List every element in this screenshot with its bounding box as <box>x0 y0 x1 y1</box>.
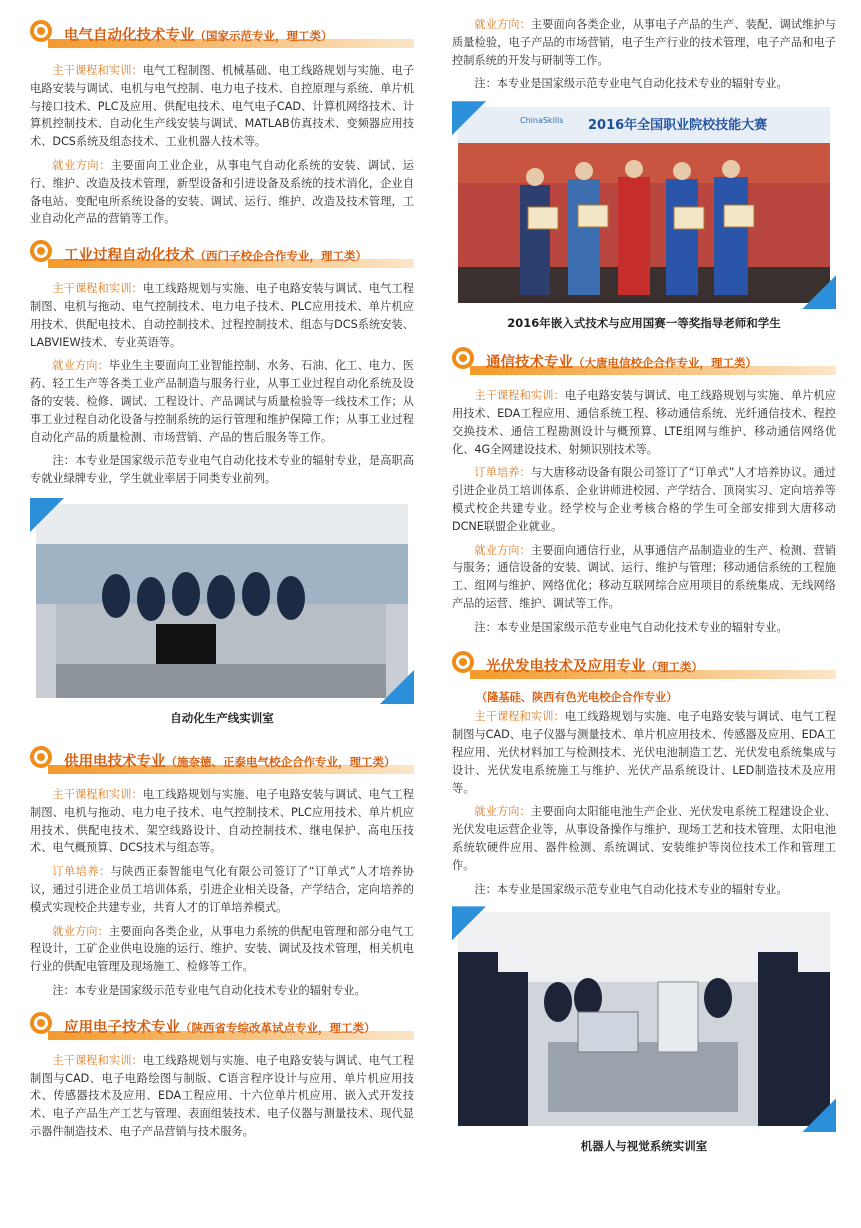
section-photovoltaic <box>452 647 836 1155</box>
note: 注：本专业是国家级示范专业电气自动化技术专业的辐射专业。 <box>474 77 788 91</box>
paragraph-label: 就业方向： <box>52 924 109 938</box>
lab-illustration <box>36 504 408 698</box>
paragraph-text: 毕业生主要面向工业智能控制、水务、石油、化工、电力、医药、轻工生产等各类工业产品制造与服务行业，从事工业过程自动化系统及设备的安装、检修、调试、工程设计、产品调试与质量检验等一线技术工作；从事工业过程自动化设备与控制系统的运行管理和维护保障工作；从事工业过程自动化产品的质量检测、市场营销、产品的售后服务等工作。 <box>30 359 414 444</box>
section-title: 光伏发电技术及应用专业 <box>486 658 646 675</box>
paragraph <box>452 542 836 613</box>
paragraph-text: 电子电路安装与调试、电工线路规划与实施、单片机应用技术、EDA工程应用、通信系统工程、移动通信系统、光纤通信技术、程控交换技术、通信工程勘测设计与概预算、LTE组网与维护、移动通信网络优化、4G全网建设技术、射频识别技术等。 <box>452 389 836 456</box>
photo-caption: 2016年嵌入式技术与应用国赛一等奖指导老师和学生 <box>507 316 781 331</box>
paragraph <box>30 280 414 351</box>
paragraph <box>452 16 836 69</box>
paragraph <box>30 1052 414 1141</box>
section-subtitle: （国家示范专业，理工类） <box>194 29 333 43</box>
paragraph-text: 与陕西正泰智能电气化有限公司签订了“订单式”人才培养协议，通过引进企业员工培训体系，引进企业相关设备，产学结合，定向培养的模式实现校企共建专业，共育人才的订单培养模式。 <box>30 865 414 914</box>
section-title: 供用电技术专业 <box>64 753 166 770</box>
section-subtitle: （理工类） <box>645 659 703 674</box>
paragraph-text: 与大唐移动设备有限公司签订了“订单式”人才培养协议。通过引进企业员工培训体系、企业讲师进校园、产学结合、顶岗实习、定向培养等模式校企共建专业。经学校与企业考核合格的学生可全部安排到大唐移动DCNE联盟企业就业。 <box>452 466 836 533</box>
award-illustration <box>458 107 830 303</box>
note: 注：本专业是国家级示范专业电气自动化技术专业的辐射专业。 <box>474 882 788 896</box>
paragraph <box>30 62 414 151</box>
photo-caption: 自动化生产线实训室 <box>170 710 274 725</box>
section-title: 电气自动化技术专业 <box>64 28 195 44</box>
paragraph-label: 主干课程和实训： <box>52 64 143 77</box>
section-electronics-continued <box>452 16 836 331</box>
paragraph-text: 主要面向各类企业，从事电力系统的供配电管理和部分电气工程设计，工矿企业供电设施的运行、维护、安装、调试及技术管理，相关机电行业的供配电管理及现场施工、检修等工作。 <box>30 924 414 974</box>
paragraph-text: 电工线路规划与实施、电子电路安装与调试、电气工程制图、电机与拖动、电气控制技术、电力电子技术、PLC应用技术、单片机应用技术、供配电技术、自动控制技术、过程控制技术、组态与DCS系统安装、LABVIEW技术、专业英语等。 <box>30 282 414 349</box>
note: 注：本专业是国家级示范专业电气自动化技术专业的辐射专业。 <box>52 983 366 997</box>
paragraph-label: 就业方向： <box>52 359 109 373</box>
paragraph <box>30 923 414 976</box>
paragraph-text: 电气工程制图、机械基础、电工线路规划与实施、电子电路安装与调试、电机与电气控制、电力电子技术、自控原理与系统、单片机与接口技术、PLC及应用、供配电技术、电气电子CAD、计算机网络技术、计算机控制技术、自动化生产线安装与调试、MATLAB仿真技术、变频器应用技术、DCS系统及组态技术、工业机器人技术等。 <box>30 64 414 149</box>
paragraph-label: 就业方向： <box>474 805 531 819</box>
paragraph-label: 主干课程和实训： <box>52 1053 143 1067</box>
paragraph-label: 就业方向： <box>474 543 531 557</box>
banner-logo: ChinaSkills <box>520 116 564 126</box>
photo-automation-lab <box>30 498 414 704</box>
paragraph-label: 订单培养： <box>474 466 531 480</box>
section-applied-electronics <box>30 1008 414 1141</box>
section-industrial-process <box>30 236 414 726</box>
section-subtitle-2: （隆基硅、陕西有色光电校企合作专业） <box>476 690 678 704</box>
paragraph <box>30 357 414 446</box>
photo-caption: 机器人与视觉系统实训室 <box>580 1139 708 1154</box>
paragraph-text: 电工线路规划与实施、电子电路安装与调试、电气工程制图与CAD、电子电路绘图与制版、C语言程序设计与应用、单片机应用技术、传感器技术及应用、EDA工程应用、十六位单片机应用、嵌入式开发技术、电子产品生产工艺与管理、表面组装技术、电子仪器与测量技术、现代显示器件制造技术、电子产品营销与技术服务。 <box>30 1053 414 1138</box>
note: 注：本专业是国家级示范专业电气自动化技术专业的辐射专业，是高职高专就业绿牌专业，学生就业率居于同类专业前列。 <box>30 454 414 486</box>
section-header <box>30 16 414 50</box>
paragraph <box>30 786 414 857</box>
photo-image <box>36 504 408 698</box>
section-header <box>452 647 836 681</box>
paragraph-label: 主干课程和实训： <box>52 787 143 801</box>
section-header <box>30 742 414 776</box>
paragraph-label: 订单培养： <box>52 865 111 879</box>
robot-lab-illustration <box>458 912 830 1126</box>
paragraph <box>452 387 836 458</box>
section-title: 应用电子技术专业 <box>64 1019 180 1036</box>
section-electrical-automation <box>30 16 414 228</box>
section-header <box>452 343 836 377</box>
paragraph-label: 主干课程和实训： <box>52 282 143 296</box>
section-subtitle: （施奈德、正泰电气校企合作专业，理工类） <box>165 754 396 769</box>
photo-image <box>458 912 830 1126</box>
left-column <box>30 16 414 1141</box>
paragraph <box>452 708 836 797</box>
note: 注：本专业是国家级示范专业电气自动化技术专业的辐射专业。 <box>474 620 788 634</box>
section-power-supply <box>30 742 414 1000</box>
section-subtitle: （西门子校企合作专业，理工类） <box>194 249 367 264</box>
paragraph <box>30 157 414 228</box>
right-column <box>452 16 836 1154</box>
section-header <box>30 1008 414 1042</box>
paragraph-text: 主要面向工业企业，从事电气自动化系统的安装、调试、运行、维护、改造及技术管理，新型设备和引进设备及系统的技术消化，企业自备电站、变配电所系统设备的安装、调试、运行、维护、改造及技术管理，工业自动化产品的营销等工作。 <box>30 158 414 226</box>
paragraph-label: 就业方向： <box>474 18 531 31</box>
paragraph <box>452 803 836 874</box>
photo-award <box>452 101 836 309</box>
section-communication <box>452 343 836 636</box>
photo-robot-lab <box>452 906 836 1132</box>
paragraph-text: 主要面向通信行业，从事通信产品制造业的生产、检测、营销与服务；通信设备的安装、调试、运行、维护与管理；移动通信系统的工程施工、组网与维护、网络优化；移动互联网综合应用项目的系统集成、无线网络产品的运营、维护、调试等工作。 <box>452 543 836 610</box>
section-subtitle: （大唐电信校企合作专业，理工类） <box>573 356 757 371</box>
paragraph <box>452 464 836 535</box>
paragraph-label: 主干课程和实训： <box>474 710 565 724</box>
section-header <box>30 236 414 270</box>
section-title: 工业过程自动化技术 <box>64 248 195 265</box>
banner-text: 2016年全国职业院校技能大赛 <box>588 118 768 134</box>
paragraph-label: 就业方向： <box>52 158 111 172</box>
section-title: 通信技术专业 <box>486 355 573 372</box>
paragraph-text: 主要面向太阳能电池生产企业、光伏发电系统工程建设企业、光伏发电运营企业等，从事设备操作与维护、现场工艺和技术管理、太阳电池系统软硬件应用、器件检测、系统调试、安装维护等岗位技术工作和管理工作。 <box>452 805 836 872</box>
paragraph-label: 主干课程和实训： <box>474 389 565 403</box>
section-subtitle: （陕西省专综改革试点专业，理工类） <box>180 1020 376 1035</box>
paragraph <box>30 863 414 916</box>
paragraph-text: 电工线路规划与实施、电子电路安装与调试、电气工程制图、电机与拖动、电力电子技术、电气控制技术、PLC应用技术、单片机应用技术、供配电技术、架空线路设计、自动控制技术、继电保护、高电压技术、电气概预算、DCS技术与组态等。 <box>30 787 414 855</box>
paragraph-text: 主要面向各类企业，从事电子产品的生产、装配、调试维护与质量检验，电子产品的市场营销，电子生产行业的技术管理，电子产品和电子控制系统的开发与研制等工作。 <box>452 18 836 67</box>
photo-image <box>458 107 830 303</box>
paragraph-text: 电工线路规划与实施、电子电路安装与调试、电气工程制图与CAD、电子仪器与测量技术、单片机应用技术、传感器及应用、EDA工程应用、光伏材料加工与检测技术、光伏电池制造工艺、光伏发电系统集成与设计、光伏发电系统施工与维护、光伏产品系统设计、LED制造技术及应用等。 <box>452 710 836 795</box>
